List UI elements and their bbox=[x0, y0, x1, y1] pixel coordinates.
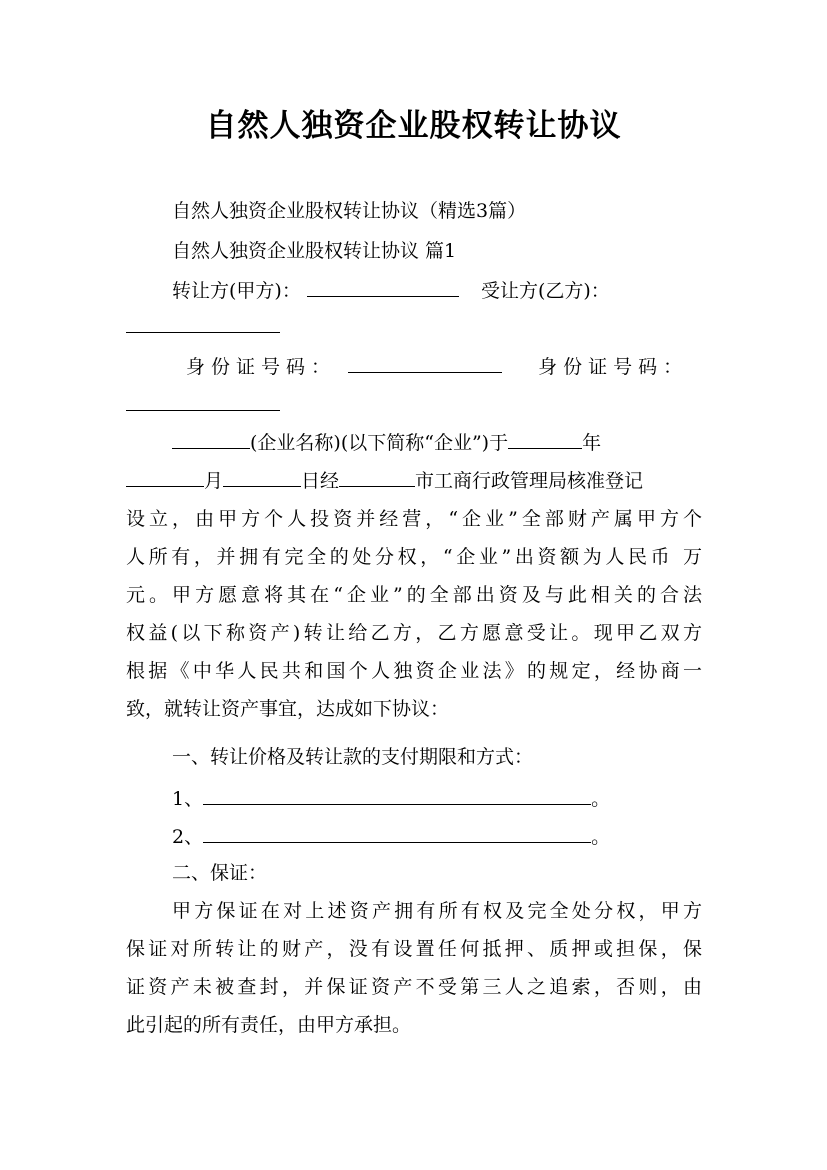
clause2-line2: 保证对所转让的财产，没有设置任何抵押、质押或担保，保 bbox=[126, 938, 702, 960]
month-blank bbox=[126, 466, 204, 487]
document-title: 自然人独资企业股权转让协议 bbox=[205, 108, 622, 144]
document-subtitle: 自然人独资企业股权转让协议（精选3篇） bbox=[172, 200, 527, 222]
id-line bbox=[186, 352, 716, 382]
id-blank-line bbox=[126, 390, 702, 420]
id-blank-a bbox=[348, 352, 502, 373]
clause1-heading: 一、转让价格及转让款的支付期限和方式： bbox=[172, 746, 534, 768]
section-heading: 自然人独资企业股权转让协议 篇1 bbox=[172, 240, 457, 262]
company-name-blank bbox=[172, 428, 250, 449]
clause1-item1: 1、 。 bbox=[172, 784, 702, 814]
party-line bbox=[172, 276, 702, 306]
transferee-blank-line bbox=[126, 312, 702, 342]
clause2-line4: 此引起的所有责任，由甲方承担。 bbox=[126, 1014, 412, 1036]
transferor-label: 转让方(甲方)： bbox=[172, 280, 301, 302]
para1-line4: 人所有，并拥有完全的处分权，“企业”出资额为人民币 万 bbox=[126, 546, 702, 568]
clause2-line3: 证资产未被查封，并保证资产不受第三人之追索，否则，由 bbox=[126, 976, 702, 998]
transferee-label: 受让方(乙方)： bbox=[480, 280, 610, 302]
transferor-blank bbox=[307, 276, 459, 297]
para1-line7: 根据《中华人民共和国个人独资企业法》的规定，经协商一 bbox=[126, 660, 702, 682]
para1-line8: 致，就转让资产事宜，达成如下协议： bbox=[126, 698, 450, 720]
clause2-line1: 甲方保证在对上述资产拥有所有权及完全处分权，甲方 bbox=[172, 900, 702, 922]
id-blank-b bbox=[126, 390, 280, 411]
clause1-item2: 2、 。 bbox=[172, 822, 702, 852]
day-blank bbox=[223, 466, 301, 487]
id-label-a: 身份证号码： bbox=[186, 356, 337, 378]
transferee-blank bbox=[126, 312, 280, 333]
clause2-heading: 二、保证： bbox=[172, 862, 268, 884]
city-blank bbox=[339, 466, 415, 487]
year-blank bbox=[508, 428, 582, 449]
para1-line5: 元。甲方愿意将其在“企业”的全部出资及与此相关的合法 bbox=[126, 584, 702, 606]
item2-blank bbox=[203, 822, 591, 843]
id-label-b: 身份证号码： bbox=[538, 356, 689, 378]
para1-line3: 设立，由甲方个人投资并经营，“企业”全部财产属甲方个 bbox=[126, 508, 702, 530]
para1-line1: (企业名称)(以下简称“企业”)于 年 bbox=[172, 428, 702, 458]
para1-line6: 权益(以下称资产)转让给乙方，乙方愿意受让。现甲乙双方 bbox=[126, 622, 702, 644]
para1-line2: 月 日经 市工商行政管理局核准登记 bbox=[126, 466, 702, 496]
item1-blank bbox=[203, 784, 591, 805]
